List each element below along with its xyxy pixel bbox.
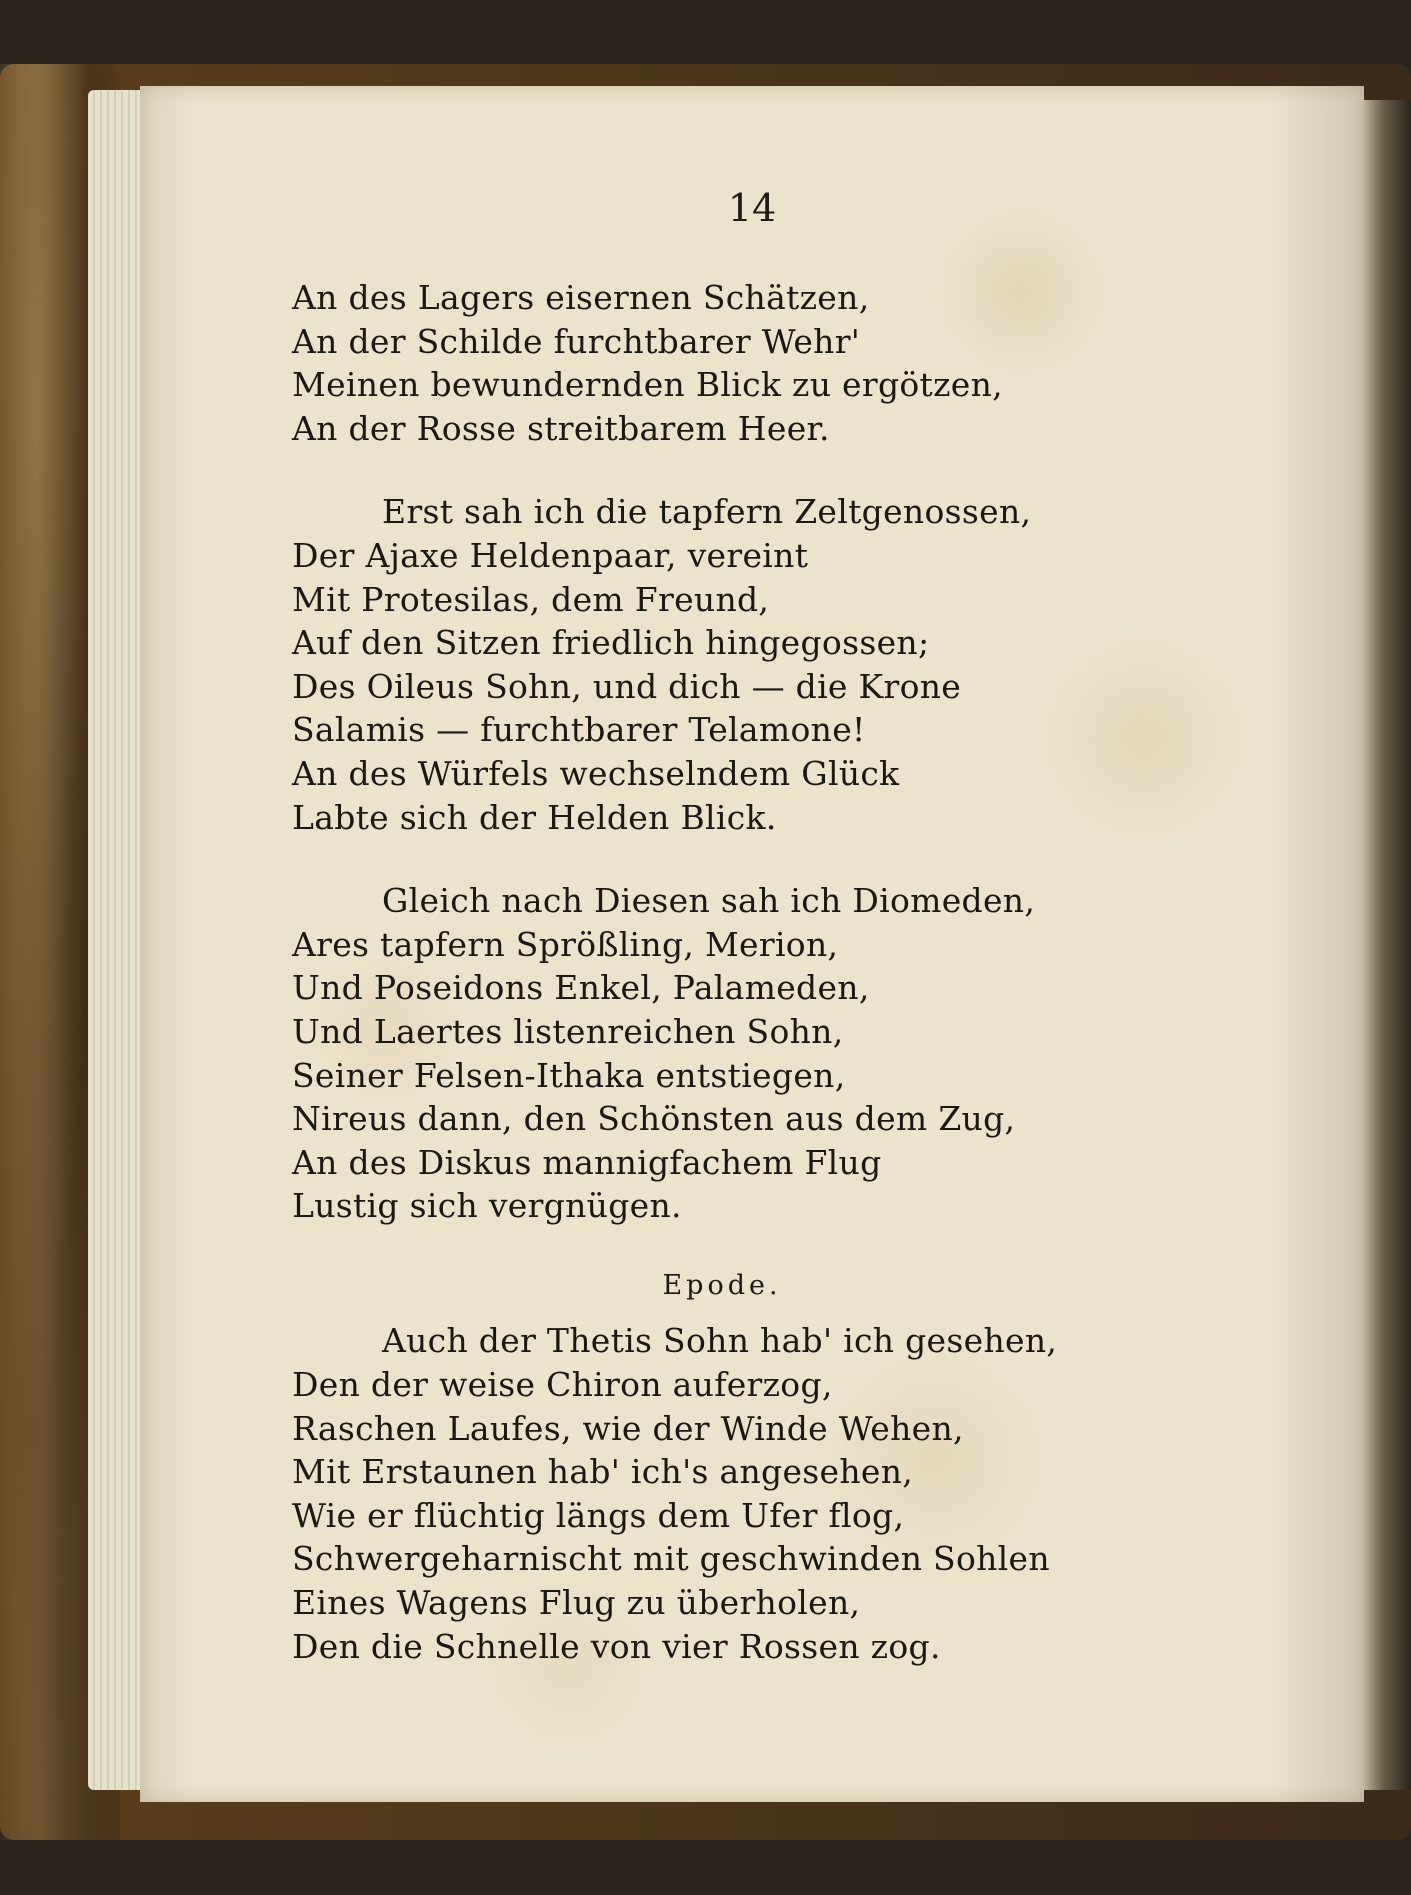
verse-line: Und Poseidons Enkel, Palameden, (292, 968, 870, 1008)
verse-line: Seiner Felsen-Ithaka entstiegen, (292, 1055, 846, 1095)
verse-line: Erst sah ich die tapfern Zeltgenossen, (382, 492, 1032, 532)
stanza-3 (292, 879, 1192, 1228)
verse-line: Gleich nach Diesen sah ich Diomeden, (382, 881, 1036, 921)
verse-line: Eines Wagens Flug zu überholen, (292, 1583, 861, 1623)
verse-line: Der Ajaxe Heldenpaar, vereint (292, 535, 809, 575)
verse-line: An des Lagers eisernen Schätzen, (292, 278, 870, 317)
verse-line: Des Oileus Sohn, und dich — die Krone (292, 666, 962, 706)
verse-line: Nireus dann, den Schönsten aus dem Zug, (292, 1099, 1016, 1139)
verse-line: Den der weise Chiron auferzog, (292, 1365, 833, 1405)
verse-line: Meinen bewundernden Blick zu ergötzen, (292, 365, 1003, 405)
poem-text (292, 276, 1192, 1668)
book-gutter (1364, 100, 1411, 1790)
verse-line: Salamis — furchtbarer Telamone! (292, 710, 866, 750)
verse-line: Schwergeharnischt mit geschwinden Sohlen (292, 1539, 1050, 1579)
verse-line: Auch der Thetis Sohn hab' ich gesehen, (382, 1321, 1058, 1361)
verse-line: Lustig sich vergnügen. (292, 1186, 682, 1226)
book-page (140, 86, 1364, 1802)
epode-heading: Epode. (662, 1269, 782, 1301)
verse-line: Auf den Sitzen friedlich hingegossen; (292, 623, 930, 663)
page-number: 14 (727, 186, 777, 230)
verse-line: An der Rosse streitbarem Heer. (292, 408, 830, 448)
verse-line: An des Würfels wechselndem Glück (292, 753, 900, 793)
verse-line: An des Diskus mannigfachem Flug (292, 1142, 882, 1182)
verse-line: Raschen Laufes, wie der Winde Wehen, (292, 1408, 964, 1448)
verse-line: Und Laertes listenreichen Sohn, (292, 1011, 844, 1051)
verse-line: Mit Erstaunen hab' ich's angesehen, (292, 1452, 914, 1492)
verse-line: Wie er flüchtig längs dem Ufer flog, (292, 1495, 905, 1535)
verse-line: An der Schilde furchtbarer Wehr' (292, 321, 861, 361)
verse-line: Mit Protesilas, dem Freund, (292, 579, 770, 619)
verse-line: Den die Schnelle von vier Rossen zog. (292, 1626, 941, 1666)
verse-line: Ares tapfern Sprößling, Merion, (292, 924, 839, 964)
epode-stanza (292, 1319, 1192, 1668)
stanza-2 (292, 490, 1192, 839)
verse-line: Labte sich der Helden Blick. (292, 797, 777, 837)
stanza-1 (292, 276, 1192, 450)
